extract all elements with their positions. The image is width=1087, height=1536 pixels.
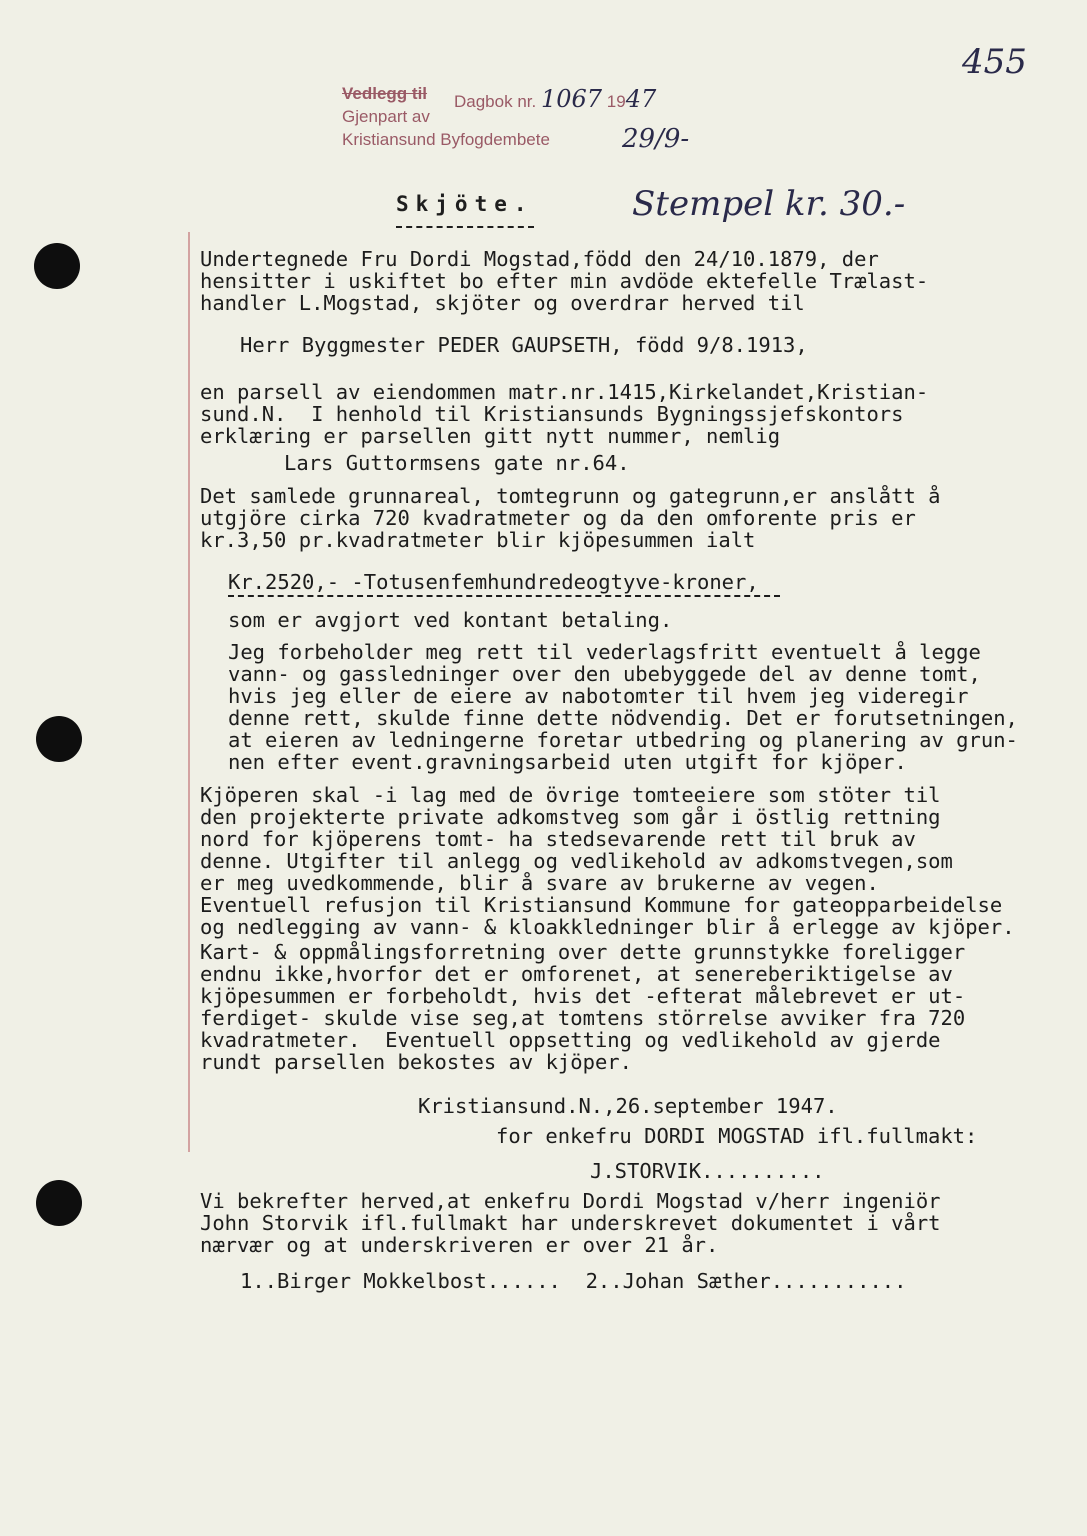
stamp-dagbok-number: 1067 [540,85,603,113]
punch-hole-top [34,243,80,289]
access-paragraph: Kjöperen skal -i lag med de övrige tomteeiere som stöter til den projekterte private adkomstveg som går i östlig rettning nord for kjöperens tomt- ha stedsevarende rett til bruk av denne. Utgifter til anlegg og vedlikehold av adkomstvegen,som er meg uvedkommende, blir å svare av brukerne av vegen. Eventuell refusjon til Kristiansund Kommune for gateopparbeidelse og nedlegging av vann- & kloakkledninger blir å erlegge av kjöper. [200,783,1015,939]
amount-underline [228,595,780,597]
handwritten-date: 29/9- [622,124,690,154]
reservation-paragraph: Jeg forbeholder meg rett til vederlagsfritt eventuelt å legge vann- og gassledninger over den ubebyggede del av denne tomt, hvis jeg eller de eiere av nabotomter til hvem jeg videregir denne rett, skulde finne dette nödvendig. Det er forutsetningen, at eieren av ledningerne foretar utbedring og planering av grun- nen efter event.gravningsarbeid uten utgift for kjöper. [228,640,1018,774]
document-title: Skjöte. [396,192,534,216]
amount-line: Kr.2520,- -Totusenfemhundredeogtyve-kroner, [228,570,759,594]
stamp-gjenpart: Gjenpart av [342,107,430,126]
witness-signatures: 1..Birger Mokkelbost...... 2..Johan Sæther........... [240,1269,907,1293]
stamp-year-hand: 47 [625,85,657,113]
signature-line: J.STORVIK.......... [590,1159,825,1183]
stamp-dagbok [454,85,657,113]
intro-paragraph: Undertegnede Fru Dordi Mogstad,född den 24/10.1879, der hensitter i uskiftet bo efter min avdöde ektefelle Trælast- handler L.Mogstad, skjöter og overdrar herved til [200,247,929,315]
title-underline [396,226,534,228]
place-date: Kristiansund.N.,26.september 1947. [418,1094,838,1118]
folio-number: 455 [962,42,1027,82]
stamp-vedlegg: Vedlegg til [342,84,428,103]
stamp-year-printed: 19 [606,92,626,111]
parcel-paragraph: en parsell av eiendommen matr.nr.1415,Kirkelandet,Kristian- sund.N. I henhold til Kristiansunds Bygningssjefskontors erklæring er parsellen gitt nytt nummer, nemlig [200,380,929,448]
address-line: Lars Guttormsens gate nr.64. [284,451,630,475]
witness-statement: Vi bekrefter herved,at enkefru Dordi Mogstad v/herr ingeniör John Storvik ifl.fullmakt har underskrevet dokumentet i vårt nærvær og at underskriveren er over 21 år. [200,1189,941,1257]
punch-hole-middle [36,716,82,762]
stamp-duty-note: Stempel kr. 30.- [632,184,906,224]
stamp-office: Kristiansund Byfogdembete [342,130,550,149]
margin-line [188,232,190,1152]
stamp-dagbok-label: Dagbok nr. [454,92,537,111]
on-behalf-line: for enkefru DORDI MOGSTAD ifl.fullmakt: [496,1124,978,1148]
payment-line: som er avgjort ved kontant betaling. [228,608,673,632]
area-paragraph: Det samlede grunnareal, tomtegrunn og gategrunn,er anslått å utgjöre cirka 720 kvadratmeter og da den omforente pris er kr.3,50 pr.kvadratmeter blir kjöpesummen ialt [200,484,941,552]
registry-stamp [342,82,657,151]
buyer-line: Herr Byggmester PEDER GAUPSETH, född 9/8.1913, [240,333,808,357]
punch-hole-bottom [36,1180,82,1226]
survey-paragraph: Kart- & oppmålingsforretning over dette grunnstykke foreligger endnu ikke,hvorfor det er omforenet, at senereberiktigelse av kjöpesummen er forbeholdt, hvis det -efterat målebrevet er ut- ferdiget- skulde vise seg,at tomtens störrelse avviker fra 720 kvadratmeter. Eventuell oppsetting og vedlikehold av gjerde rundt parsellen bekostes av kjöper. [200,940,966,1074]
